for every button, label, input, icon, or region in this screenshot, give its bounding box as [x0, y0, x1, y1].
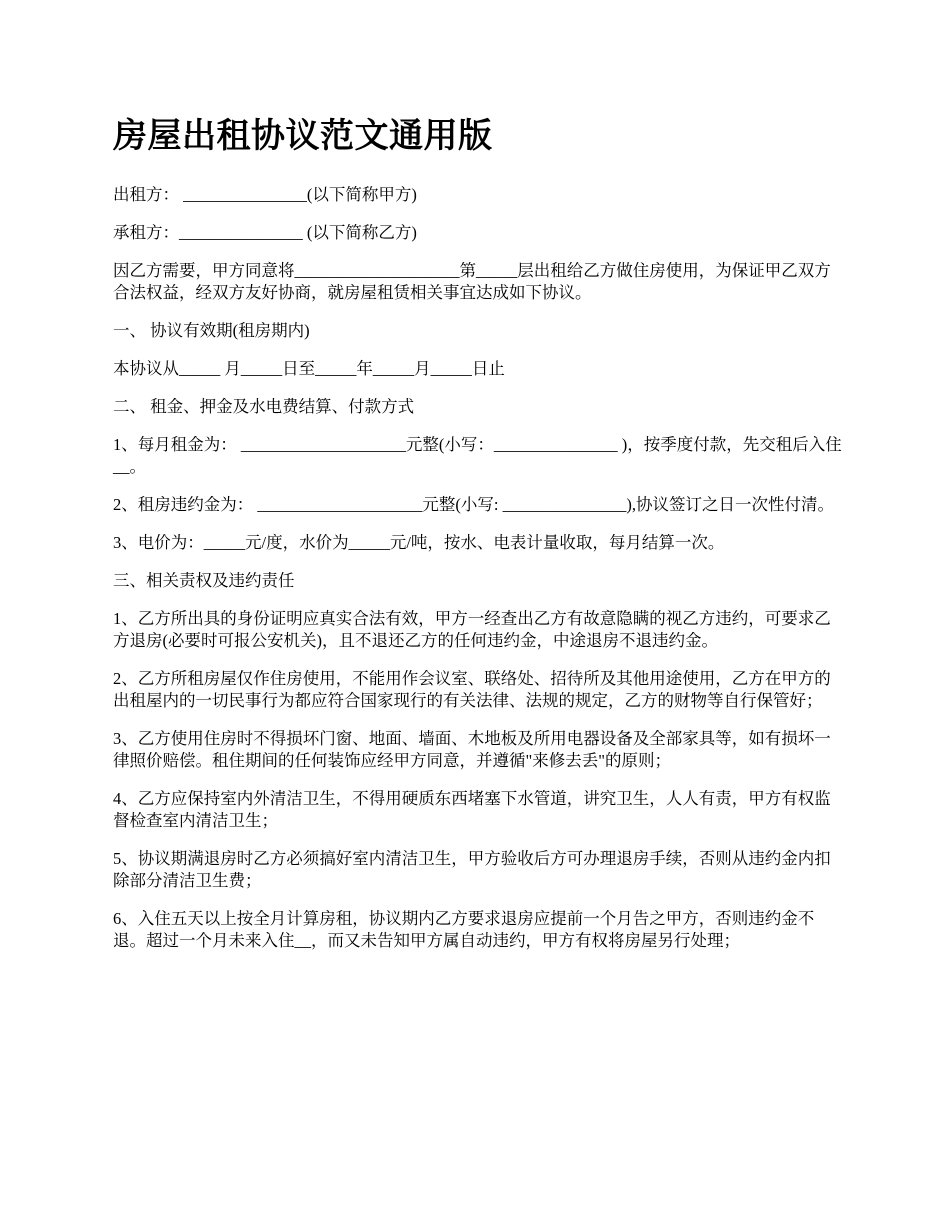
- clause-utilities: 3、电价为：_____元/度，水价为_____元/吨，按水、电表计量收取，每月结算一次。: [113, 533, 725, 552]
- section-heading-responsibilities: 三、相关责权及违约责任: [113, 571, 295, 590]
- lessor-line: 出租方： _______________(以下简称甲方): [113, 185, 417, 204]
- clause-hygiene: 4、乙方应保持室内外清洁卫生，不得用硬质东西堵塞下水管道，讲究卫生，人人有责，甲方有权监督检查室内清洁卫生；: [113, 789, 831, 830]
- section-heading-payment: 二、 租金、押金及水电费结算、付款方式: [113, 397, 415, 416]
- clause-deposit: 2、租房违约金为： ____________________元整(小写: _______________),协议签订之日一次性付清。: [113, 495, 834, 514]
- clause-identity: 1、乙方所出具的身份证明应真实合法有效，甲方一经查出乙方有故意隐瞒的视乙方违约，可要求乙方退房(必要时可报公安机关)，且不退还乙方的任何违约金，中途退房不退违约金。: [113, 609, 831, 650]
- clause-usage: 2、乙方所租房屋仅作住房使用，不能用作会议室、联络处、招待所及其他用途使用，乙方在甲方的出租屋内的一切民事行为都应符合国家现行的有关法律、法规的规定，乙方的财物等自行保管好；: [113, 669, 831, 710]
- term-dates-line: 本协议从_____ 月_____日至_____年_____月_____日止: [113, 359, 505, 378]
- lessee-line: 承租方：_______________ (以下简称乙方): [113, 223, 417, 242]
- clause-rent: 1、每月租金为： ____________________元整(小写：_______________ )，按季度付款，先交租后入住__。: [113, 435, 842, 476]
- document-title: 房屋出租协议范文通用版: [113, 116, 493, 156]
- section-heading-term: 一、 协议有效期(租房期内): [113, 321, 310, 340]
- clause-damage: 3、乙方使用住房时不得损坏门窗、地面、墙面、木地板及所用电器设备及全部家具等，如有损坏一律照价赔偿。租住期间的任何装饰应经甲方同意，并遵循"来修去丢"的原则；: [113, 729, 831, 770]
- document-body: [113, 112, 843, 968]
- clause-early-termination: 6、入住五天以上按全月计算房租，协议期内乙方要求退房应提前一个月告之甲方，否则违约金不退。超过一个月未来入住__，而又未告知甲方属自动违约，甲方有权将房屋另行处理；: [113, 909, 815, 950]
- clause-checkout: 5、协议期满退房时乙方必须搞好室内清洁卫生，甲方验收后方可办理退房手续，否则从违约金内扣除部分清洁卫生费；: [113, 849, 831, 890]
- preamble-paragraph: 因乙方需要，甲方同意将____________________第_____层出租给乙方做住房使用，为保证甲乙双方合法权益，经双方友好协商，就房屋租赁相关事宜达成如下协议。: [113, 261, 831, 302]
